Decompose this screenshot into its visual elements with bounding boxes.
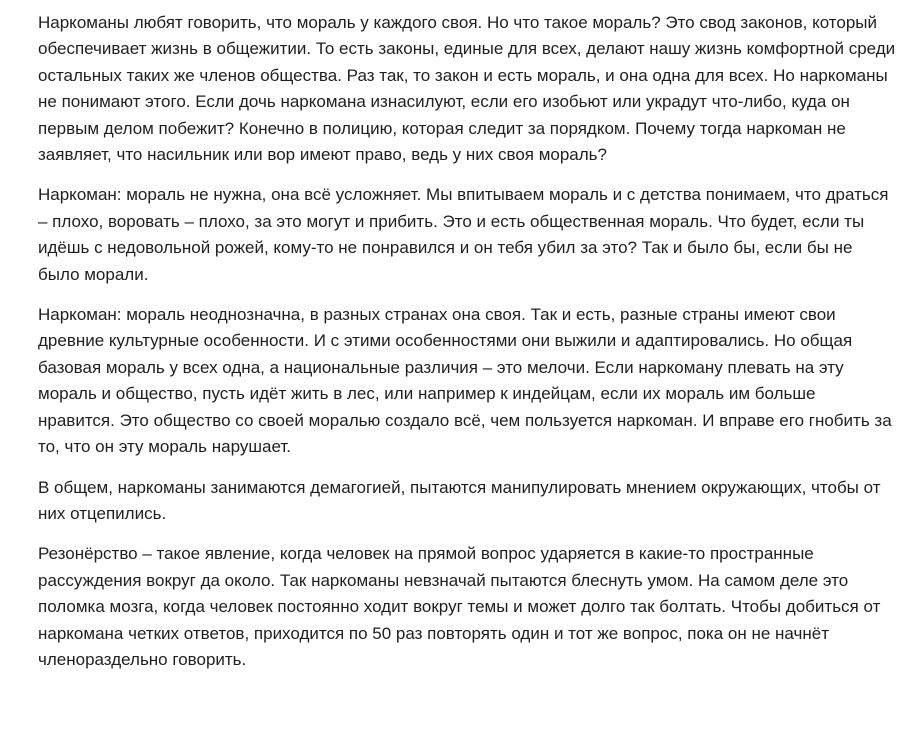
document-body [38,10,896,673]
paragraph-2: Наркоман: мораль не нужна, она всё усложняет. Мы впитываем мораль и с детства понимаем, что драться – плохо, воровать – плохо, за это могут и прибить. Это и есть общественная мораль. Что будет, если ты идёшь с недовольной рожей, кому-то не понравился и он тебя убил за это? Так и было бы, если бы не было морали. [38,185,889,284]
paragraph-3: Наркоман: мораль неоднозначна, в разных странах она своя. Так и есть, разные страны имеют свои древние культурные особенности. И с этими особенностями они выжили и адаптировались. Но общая базовая мораль у всех одна, а национальные различия – это мелочи. Если наркоману плевать на эту мораль и общество, пусть идёт жить в лес, или например к индейцам, если их мораль им больше нравится. Это общество со своей моралью создало всё, чем пользуется наркоман. И вправе его гнобить за то, что он эту мораль нарушает. [38,305,892,457]
paragraph-1: Наркоманы любят говорить, что мораль у каждого своя. Но что такое мораль? Это свод законов, который обеспечивает жизнь в общежитии. То есть законы, единые для всех, делают нашу жизнь комфортной среди остальных таких же членов общества. Раз так, то закон и есть мораль, и она одна для всех. Но наркоманы не понимают этого. Если дочь наркомана изнасилуют, если его изобьют или украдут что-либо, куда он первым делом побежит? Конечно в полицию, которая следит за порядком. Почему тогда наркоман не заявляет, что насильник или вор имеют право, ведь у них своя мораль? [38,13,896,165]
paragraph-5: Резонёрство – такое явление, когда человек на прямой вопрос ударяется в какие-то пространные рассуждения вокруг да около. Так наркоманы невзначай пытаются блеснуть умом. На самом деле это поломка мозга, когда человек постоянно ходит вокруг темы и может долго так болтать. Чтобы добиться от наркомана четких ответов, приходится по 50 раз повторять один и тот же вопрос, пока он не начнёт членораздельно говорить. [38,544,881,669]
paragraph-4: В общем, наркоманы занимаются демагогией, пытаются манипулировать мнением окружающих, чтобы от них отцепились. [38,477,881,523]
